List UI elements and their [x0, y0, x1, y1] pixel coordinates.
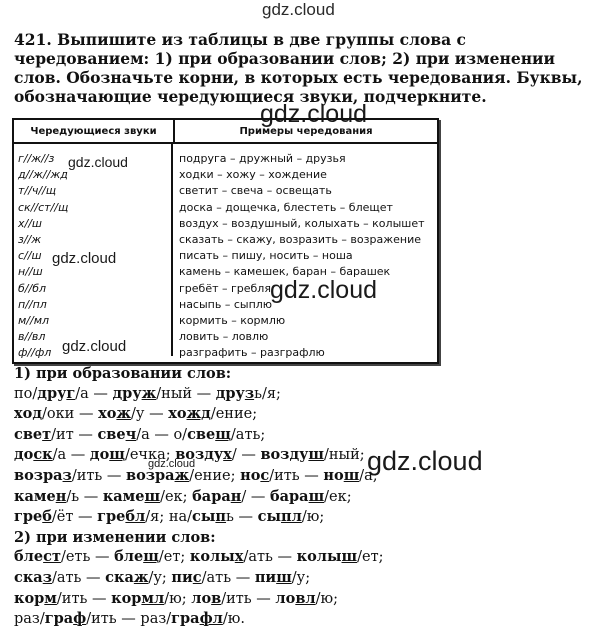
table-cell-example: камень – камешек, баран – барашек [179, 265, 391, 279]
word-root: ход [14, 405, 42, 423]
word-root: колыш [296, 548, 358, 566]
word-root: ловл [275, 589, 316, 607]
word-part: /ет; [357, 549, 384, 566]
table-cell-sounds: г//ж//з [18, 152, 55, 165]
alternation-table [12, 118, 439, 364]
answer-line [14, 466, 594, 487]
word-part: по/ [14, 385, 38, 402]
word-part: раз/ [14, 611, 45, 628]
table-cell-example: подруга – дружный – друзья [179, 152, 346, 165]
table-cell-example: воздух – воздушный, колыхать – колышет [179, 216, 425, 230]
word-part: /ит — [51, 426, 98, 443]
table-header-sounds: Чередующиеся звуки [14, 120, 175, 142]
word-part: /я; на/ [145, 509, 193, 526]
word-part: /ный — [156, 385, 216, 402]
word-root: сыпл [257, 508, 302, 526]
word-root: пиш [254, 568, 292, 586]
table-header-examples: Примеры чередования [239, 125, 373, 137]
table-cell-sounds: б//бл [18, 281, 47, 295]
table-cell-example: сказать – скажу, возразить – возражение [179, 232, 421, 246]
word-root: баран [192, 487, 242, 505]
word-part: /ить — [221, 590, 276, 607]
answer-line [14, 547, 594, 568]
word-root: сып [192, 508, 227, 526]
word-part: /ить — [71, 467, 126, 484]
word-root: свеч [97, 425, 137, 443]
table-cell-sounds: м//мл [18, 313, 50, 327]
watermark: gdz.cloud [270, 276, 378, 304]
watermark-small: gdz.cloud [148, 458, 196, 470]
word-root: пис [171, 568, 202, 586]
table-cell-example: светит – свеча – освещать [179, 184, 332, 198]
word-part: /у; [291, 569, 311, 586]
word-root: колых [189, 548, 244, 566]
word-root: друз [215, 384, 255, 402]
word-root: блест [14, 548, 61, 566]
word-part: /оки — [42, 406, 99, 423]
word-root: лов [191, 589, 222, 607]
word-root: свет [14, 425, 52, 443]
answer-line [14, 589, 594, 610]
word-part: /а — [75, 385, 113, 402]
word-part: /ать; [230, 426, 266, 443]
table-cell-example: писать – пишу, носить – ноша [179, 249, 353, 263]
word-part: /ный; [323, 447, 365, 464]
watermark: gdz.cloud [260, 100, 368, 128]
word-root: нос [240, 466, 270, 484]
table-cell-sounds: д//ж//жд [18, 168, 68, 182]
word-root: хож [98, 405, 132, 423]
task-text: 421. Выпишите из таблицы в две группы слова с чередованием: 1) при образовании слов; 2) при изменении слов. Обозначьте корни, в которых есть чередования. Буквы, обозначающие чередующиеся звуки, подчеркните. [14, 30, 583, 106]
table-cell-example: разграфить – разграфлю [179, 346, 325, 360]
word-part: /а; [359, 467, 378, 484]
word-part: ь — [226, 509, 258, 526]
word-part: /ек; [160, 488, 193, 505]
word-root: сказ [14, 568, 52, 586]
word-root: кормл [111, 589, 165, 607]
word-root: возраз [14, 466, 72, 484]
word-root: дощ [89, 446, 125, 464]
word-part: /ет; [158, 549, 190, 566]
watermark-small: gdz.cloud [62, 338, 127, 355]
word-part: /у — [131, 406, 169, 423]
word-part: /ить — [269, 467, 324, 484]
watermark-small: gdz.cloud [68, 154, 128, 170]
word-root: скаж [105, 568, 149, 586]
word-root: бараш [269, 487, 325, 505]
table-cell-sounds: ф//фл [18, 346, 52, 360]
word-part: /ать — [201, 569, 255, 586]
word-root: возраж [126, 466, 190, 484]
answer-line [14, 609, 594, 630]
answer-line [14, 445, 594, 466]
word-part: /ить — [56, 590, 112, 607]
table-body [14, 144, 437, 361]
word-part: /ечка; [124, 447, 176, 464]
answer-line [14, 425, 594, 446]
answer-line [14, 507, 594, 528]
table-cell-example: ловить – ловлю [179, 330, 269, 344]
word-root: друг [37, 384, 76, 402]
word-root: граф [44, 610, 87, 628]
watermark-small: gdz.cloud [52, 250, 117, 267]
answer-heading-inflection: 2) при изменении слов: [14, 528, 216, 546]
table-cell-sounds: т//ч//щ [18, 184, 57, 198]
word-part: / — [231, 447, 261, 464]
word-root: греб [14, 508, 52, 526]
table-cell-example: насыпь – сыплю [179, 297, 273, 311]
word-root: доск [14, 446, 53, 464]
word-root: блещ [114, 548, 159, 566]
answer-line [14, 487, 594, 508]
word-part: /ение; [189, 467, 241, 484]
word-part: /ю; [301, 509, 325, 526]
word-part: /ек; [324, 488, 352, 505]
table-cell-sounds: х//ш [18, 216, 42, 230]
table-cell-example: ходки – хожу – хождение [179, 168, 327, 182]
word-part: /ёт — [51, 509, 98, 526]
word-part: /а — о/ [136, 426, 188, 443]
sounds-column [14, 144, 173, 360]
table-cell-example: кормить – кормлю [179, 313, 286, 327]
word-part: / — [241, 488, 270, 505]
word-part: /ить — раз/ [86, 611, 172, 628]
examples-column [173, 144, 437, 361]
table-cell-sounds: в//вл [18, 330, 46, 344]
word-part: /ать — [243, 549, 297, 566]
word-root: нош [323, 466, 360, 484]
watermark: gdz.cloud [367, 446, 483, 476]
table-cell-example: доска – дощечка, блестеть – блещет [179, 200, 393, 214]
answer-heading-formation: 1) при образовании слов: [14, 365, 232, 382]
table-cell-sounds: п//пл [18, 297, 47, 311]
word-part: /ать — [51, 569, 106, 586]
word-root: свещ [187, 425, 231, 443]
table-cell-sounds: н//ш [18, 265, 43, 279]
word-part: /ь — [66, 488, 103, 505]
word-root: гребл [97, 508, 146, 526]
word-root: корм [14, 589, 57, 607]
word-root: камеш [102, 487, 161, 505]
word-part: /а — [52, 447, 90, 464]
word-part: /у; [148, 569, 172, 586]
table-cell-example: гребёт – гребля [179, 281, 271, 295]
word-root: друж [112, 384, 157, 402]
word-part: /еть — [60, 549, 115, 566]
word-part: /ение; [210, 406, 258, 423]
answer-line [14, 568, 594, 589]
word-part: /ю; [164, 590, 192, 607]
table-cell-sounds: з//ж [18, 232, 42, 246]
word-part: ь/я; [254, 385, 281, 402]
word-root: воздух [175, 446, 232, 464]
table-header [14, 120, 437, 144]
word-part: /ю; [315, 590, 339, 607]
word-root: воздуш [260, 446, 324, 464]
answer-line [14, 404, 594, 425]
watermark-top: gdz.cloud [262, 0, 335, 19]
answer-block [14, 364, 594, 630]
word-root: камен [14, 487, 67, 505]
word-root: графл [171, 610, 223, 628]
word-part: /ю. [222, 611, 245, 628]
word-root: хожд [168, 405, 211, 423]
table-cell-sounds: с//ш [18, 249, 42, 263]
table-cell-sounds: ск//ст//щ [18, 200, 69, 214]
answer-line [14, 384, 594, 405]
